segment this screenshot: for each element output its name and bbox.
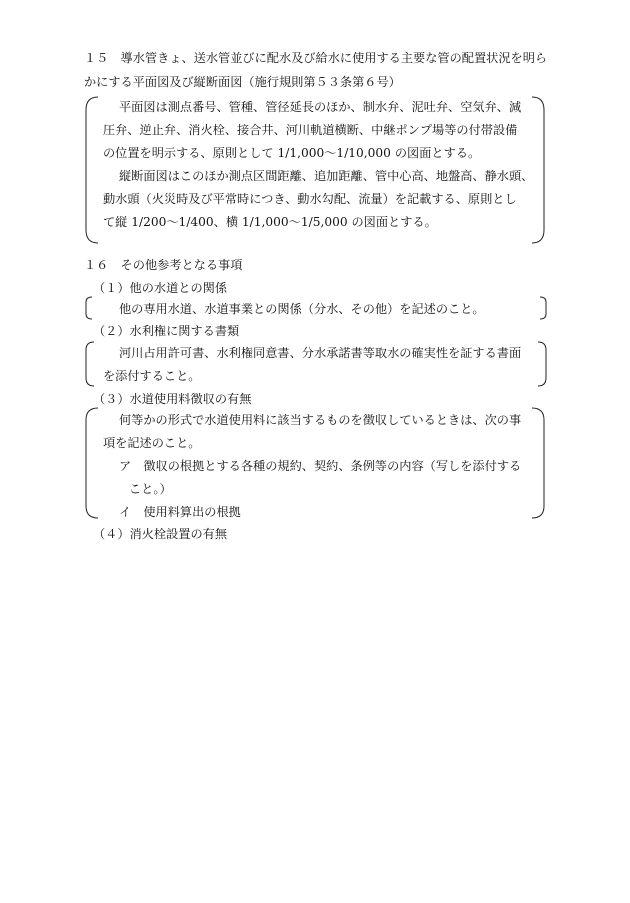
section-15-heading-line1: １５ 導水管きょ、送水管並びに配水及び給水に使用する主要な管の配置状況を明ら xyxy=(84,51,548,65)
section-15-body-line1: 平面図は測点番号、管種、管径延長のほか、制水弁、泥吐弁、空気弁、減 xyxy=(119,100,522,114)
item-1-left-bracket xyxy=(84,296,94,320)
item-3-body-line1: 何等かの形式で水道使用料に該当するものを徴収しているときは、次の事 xyxy=(119,413,522,427)
item-3-subitem-a: ア 徴収の根拠とする各種の規約、契約、条例等の内容（写しを添付する xyxy=(119,459,522,473)
section-15-body-line5: 動水頭（火災時及び平常時につき、動水勾配、流量）を記載する、原則とし xyxy=(103,192,517,206)
item-1-right-bracket xyxy=(538,296,548,320)
item-1-title: （１）他の水道との関係 xyxy=(93,281,228,295)
item-4-title: （４）消火栓設置の有無 xyxy=(93,527,228,541)
item-3-subitem-i: イ 使用料算出の根拠 xyxy=(119,505,241,519)
section-16-heading: １６ その他参考となる事項 xyxy=(84,258,243,272)
item-3-title: （３）水道使用料徴収の有無 xyxy=(93,392,252,406)
item-1-body-line1: 他の専用水道、水道事業との関係（分水、その他）を記述のこと。 xyxy=(119,302,485,316)
section-15-body-line2: 圧弁、逆止弁、消火栓、接合井、河川軌道横断、中継ポンプ場等の付帯設備 xyxy=(103,123,518,137)
item-2-left-bracket xyxy=(84,341,96,387)
item-3-right-bracket xyxy=(530,407,546,519)
section-15-body-line6: て縦 1/200～1/400、横 1/1,000～1/5,000 の図面とする。 xyxy=(103,215,437,229)
section-15-body-line4: 縦断面図はこのほか測点区間距離、追加距離、管中心高、地盤高、静水頭、 xyxy=(119,169,534,183)
item-2-body-line1: 河川占用許可書、水利権同意書、分水承諾書等取水の確実性を証する書面 xyxy=(119,346,522,360)
item-3-body-line2: 項を記述のこと。 xyxy=(103,436,201,450)
section-15-body-line3: の位置を明示する、原則として 1/1,000～1/10,000 の図面とする。 xyxy=(103,146,481,160)
item-2-right-bracket xyxy=(536,341,548,387)
section-15-heading-line2: かにする平面図及び縦断面図（施行規則第５３条第６号） xyxy=(84,75,401,89)
item-3-subitem-a-continued: こと。） xyxy=(129,482,172,496)
item-2-title: （２）水利権に関する書類 xyxy=(93,324,240,338)
section-15-left-bracket xyxy=(84,96,100,244)
item-3-left-bracket xyxy=(84,407,100,519)
item-2-body-line2: を添付すること。 xyxy=(103,369,201,383)
